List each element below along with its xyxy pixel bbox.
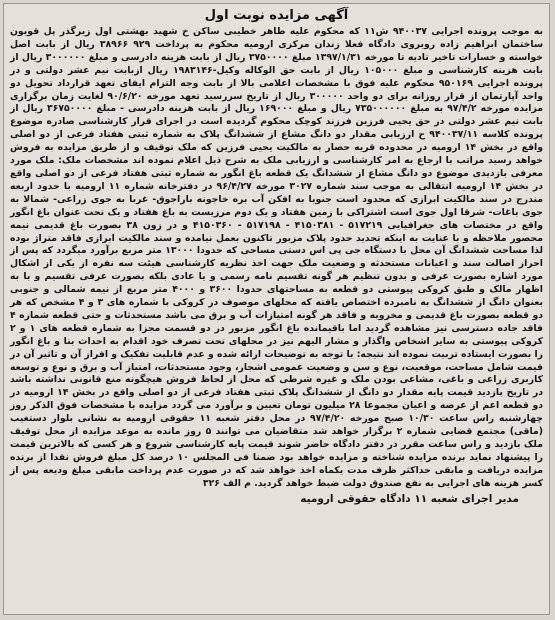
notice-title: آگهی مزایده نوبت اول	[204, 8, 349, 23]
newspaper-clipping	[3, 3, 550, 615]
notice-signature: مدیر اجرای شعبه ۱۱ دادگاه حقوقی ارومیه	[300, 492, 519, 505]
notice-body: به موجب پرونده اجرایی ۹۴۰۰۳۷ ش۱۱ که محکوم علیه طاهر خطیبی ساکن خ شهید بهشتی اول زیرگذر پل قویون ساختمان ابراهیم زاده روبروی دادگاه فعلا زندان مرکزی ارومیه محکوم به پرداخت ۹۲۹ ۳۸۹۶۶ ریال از بابت اصل خواسته و خسارات تاخیر تادیه تا مورخه ۱۳۹۷/۱/۳۱ مبلغ ۳۷۵۰۰۰۰ ریال از بابت هزینه دادرسی و مبلغ ۳۰۰۰۰۰۰ ریال از بابت هزینه کارشناسی و مبلغ ۱۰۵۰۰۰ ریال از بابت حق الوکاله وکیل-۱۹۸۳۱۴۶ ریال ازبابت نیم عشر دولتی و در پرونده اجرایی ۹۵۰۱۶۹ محکوم علیه فوق با مشخصات اعلامی بالا از بابت وجه التزام ایفای تعهد قرارداد تحویل دو واحد آپارتمان از قرار روزانه برای دو واحد ۳۰۰۰۰۰ ریال از تاریخ سررسید تعهد مورخه ۹۰/۶/۲۰ لغایت زمان برگزاری مزایده مورخه ۹۷/۴/۲ به مبلغ ۷۳۵۰۰۰۰۰۰ ریال و مبلغ ۱۶۹۰۰۰ ریال از بابت هزینه دادرسی - مبلغ ۳۶۷۵۰۰۰۰ ریال از بابت نیم عشر دولتی در حق یحیی فرزین فرزند کوچک محکوم گردیده است در اجرای قرار کارشناسی صادره موضوع پرونده کلاسه ۹۴۰۰۳۷/۱۱ ح ارزیابی مقدار دو دانگ مشاع از ششدانگ پلاک به شماره ثبتی هفتاد فرعی از دو اصلی واقع در بخش ۱۴ ارومیه در محدوده قریه حصار به مالکیت یحیی فرزین که ملک توقیف و از طریق مزایده به فروش خواهد رسید مراتب با ارجاع به امر کارشناسی و ارزیابی ملک به شرح ذیل اعلام نموده اند مشخصات ملک: ملک مورد معرفی بازدیدی موضوع دو دانگ مشاع از ششدانگ یک قطعه باغ انگور به شماره ثبتی هفتاد فرعی از دو اصلی واقع در بخش ۱۴ ارومیه انتقالی به موجب سند شماره ۳۰۲۷ مورخه ۹۶/۴/۲۷ در دفترخانه شماره ۱۱ ارومیه با حدود اربعه مندرج در سند مالکیت ابرازی که محدود است جنوبا به افکن آب بره خاجونه باراجوق- غربا به جوی زراعی- شمالا به جوی باغات- شرقا اول جوی است اشتراکی با زمین هفتاد و یک دوم مرزیست به باغ هفتاد و یک تحت عنوان باغ انگور واقع در مختصات های جغرافیایی ۵۱۷۲۱۹ - ۴۱۵۰۳۸۱ - ۵۱۷۱۹۸ - ۴۱۵۰۳۶۰ و در زون ۳۸ بصورت باغ قدیمی نیمه محصور ملاحظه و با عنایت به اینکه تحدید حدود پلاک مزبور تاکنون بعمل نیامده و سند مالکیت ابرازی فاقد متراژ بوده لذا مساحت ششدانگ آن محل با دستگاه جی پی اس دستی مساحی که حدودا ۱۳۰۰۰ متر مربع برآورد میگردد که پس از احراز اصالت سند و اعیانات مستحدثه و وضعیت ملک جهت اخذ نظریه کارشناسی هیئت سه نفره از یکی از اشکال مورد اشاره بصورت عرفی و بدون تنظیم هر گونه تقسیم نامه رسمی و یا عادی بلکه بصورت عرفی تقسیم و با به اظهار مالک و طبق کروکی پیوستی دو قطعه به مساحتهای حدودا ۳۶۰۰ و ۴۰۰۰ متر مربع از نیمه شمالی و جنوبی بعنوان دانگ از ششدانگ به نامبرده اختصاص یافته که محلهای موصوف در کروکی با شماره های ۳ و ۴ مشخص که هر دو قطعه بصورت باغ قدیمی و مخروبه و فاقد هر گونه امتیازات آب و برق می باشد مستحدثات و حتی قطعه شماره ۴ فاقد جاده دسترسی نیز مشاهده گردید اما باقیمانده باغ انگور مزبور در دو قسمت مجزا به شماره قطعه های ۱ و ۲ کروکی پیوستی به سایر اشخاص واگذار و مشار الیهم نیز در محلهای تحت تصرف خود اقدام به احداث بنا و باغ انگور را بصورت ایستاده تربیت نموده اند نتیجه: با توجه به توضیحات ارائه شده و عدم قابلیت تفکیک و افراز آن و تاثیر آن در قیمت شامل مساحت، موقعیت، نوع و سن و وضعیت عمومی اشجار، وجود مستحدثات، امتیاز آب و برق و نوع و توسعه کاربری زراعی و باغی، مشاعی بودن ملک و غیره شرطی که محل از لحاظ فروش هیچگونه منع قانونی نداشته باشد در تاریخ بازدید قیمت پایه مقدار دو دانگ از ششدانگ پلاک ثبتی هفتاد فرعی از دو اصلی واقع در بخش ۱۴ ارومیه در دو قطعه اعم از عرصه و اعیان مجموعا ۲۸ میلیون تومان تعیین و برآورد می گردد مزایده با مشخصات فوق الذکر روز چهارشنبه راس ساعت ۱۰/۳۰ صبح مورخه ۹۷/۴/۲۰ در محل دفتر شعبه ۱۱ حقوقی ارومیه به نشانی بلوار دستغیب (ماقی) مجتمع قضایی شماره ۲ برگزار خواهد شد متقاضیان می توانند ۵ روز مانده به موعد مزایده از محل توقیف ملک بازدید و راس ساعت مقرر در دفتر دادگاه حاضر شوند قیمت پایه کارشناسی شروع و هر کسی که بالاترین قیمت را پیشنهاد نماید برنده مزایده شناخته و مزایده خواهد بود ضمنا فی المجلس ۱۰ درصد کل مبلغ فروش نقدا از برنده مزایده دریافت و مابقی حداکثر ظرف مدت یکماه اخذ خواهد شد که در صورت عدم پرداخت مابقی مبلغ ودیعه پس از کسر هزینه های اجرایی به نفع صندوق دولت ضبط خواهد گردید. م الف ۳۲۶	[10, 26, 544, 489]
